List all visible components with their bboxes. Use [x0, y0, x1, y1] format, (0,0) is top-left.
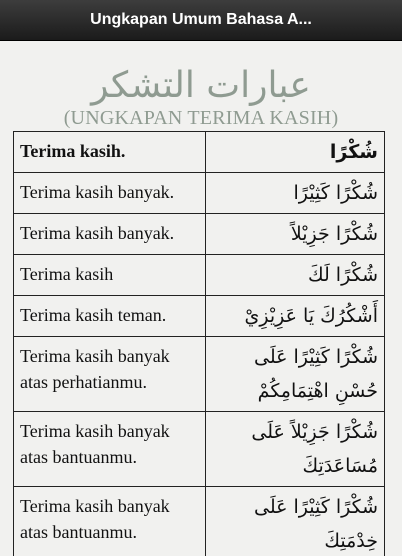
indonesian-text: Terima kasih: [14, 255, 206, 296]
table-row: [14, 337, 385, 412]
arabic-text: شُكْرًا جَزِيْلاً عَلَى مُسَاعَدَتِكَ: [206, 412, 385, 487]
table-row: [14, 296, 385, 337]
indonesian-text: Terima kasih banyak atas bantuanmu.: [14, 412, 206, 487]
indonesian-text: Terima kasih banyak atas perhatianmu.: [14, 337, 206, 412]
table-row: [14, 173, 385, 214]
table-row: [14, 255, 385, 296]
arabic-text: شُكْرًا كَثِيْرًا عَلَى حُسْنِ اهْتِمَامِكُمْ: [206, 337, 385, 412]
heading-subtitle: (UNGKAPAN TERIMA KASIH): [63, 107, 339, 129]
indonesian-text: Terima kasih teman.: [14, 296, 206, 337]
table-row: [14, 132, 385, 173]
page-content[interactable]: [0, 42, 402, 556]
indonesian-text: Terima kasih banyak.: [14, 173, 206, 214]
phrase-table: [13, 131, 385, 556]
arabic-text: شُكْرًا لَكَ: [206, 255, 385, 296]
app-title: Ungkapan Umum Bahasa A...: [90, 11, 312, 28]
table-row: [14, 412, 385, 487]
arabic-text: شُكْرًا جَزِيْلاً: [206, 214, 385, 255]
arabic-text: شُكْرًا: [206, 132, 385, 173]
arabic-text: شُكْرًا كَثِيْرًا عَلَى خِدْمَتِكَ: [206, 487, 385, 556]
table-row: [14, 214, 385, 255]
app-title-bar: [0, 0, 402, 41]
arabic-heading: عبارات التشكر: [91, 65, 311, 106]
table-row: [14, 487, 385, 556]
indonesian-text: Terima kasih banyak atas bantuanmu.: [14, 487, 206, 556]
indonesian-text: Terima kasih banyak.: [14, 214, 206, 255]
arabic-text: شُكْرًا كَثِيْرًا: [206, 173, 385, 214]
indonesian-text: Terima kasih.: [14, 132, 206, 173]
arabic-text: أَشْكُرُكَ يَا عَزِيْزِيْ: [206, 296, 385, 337]
